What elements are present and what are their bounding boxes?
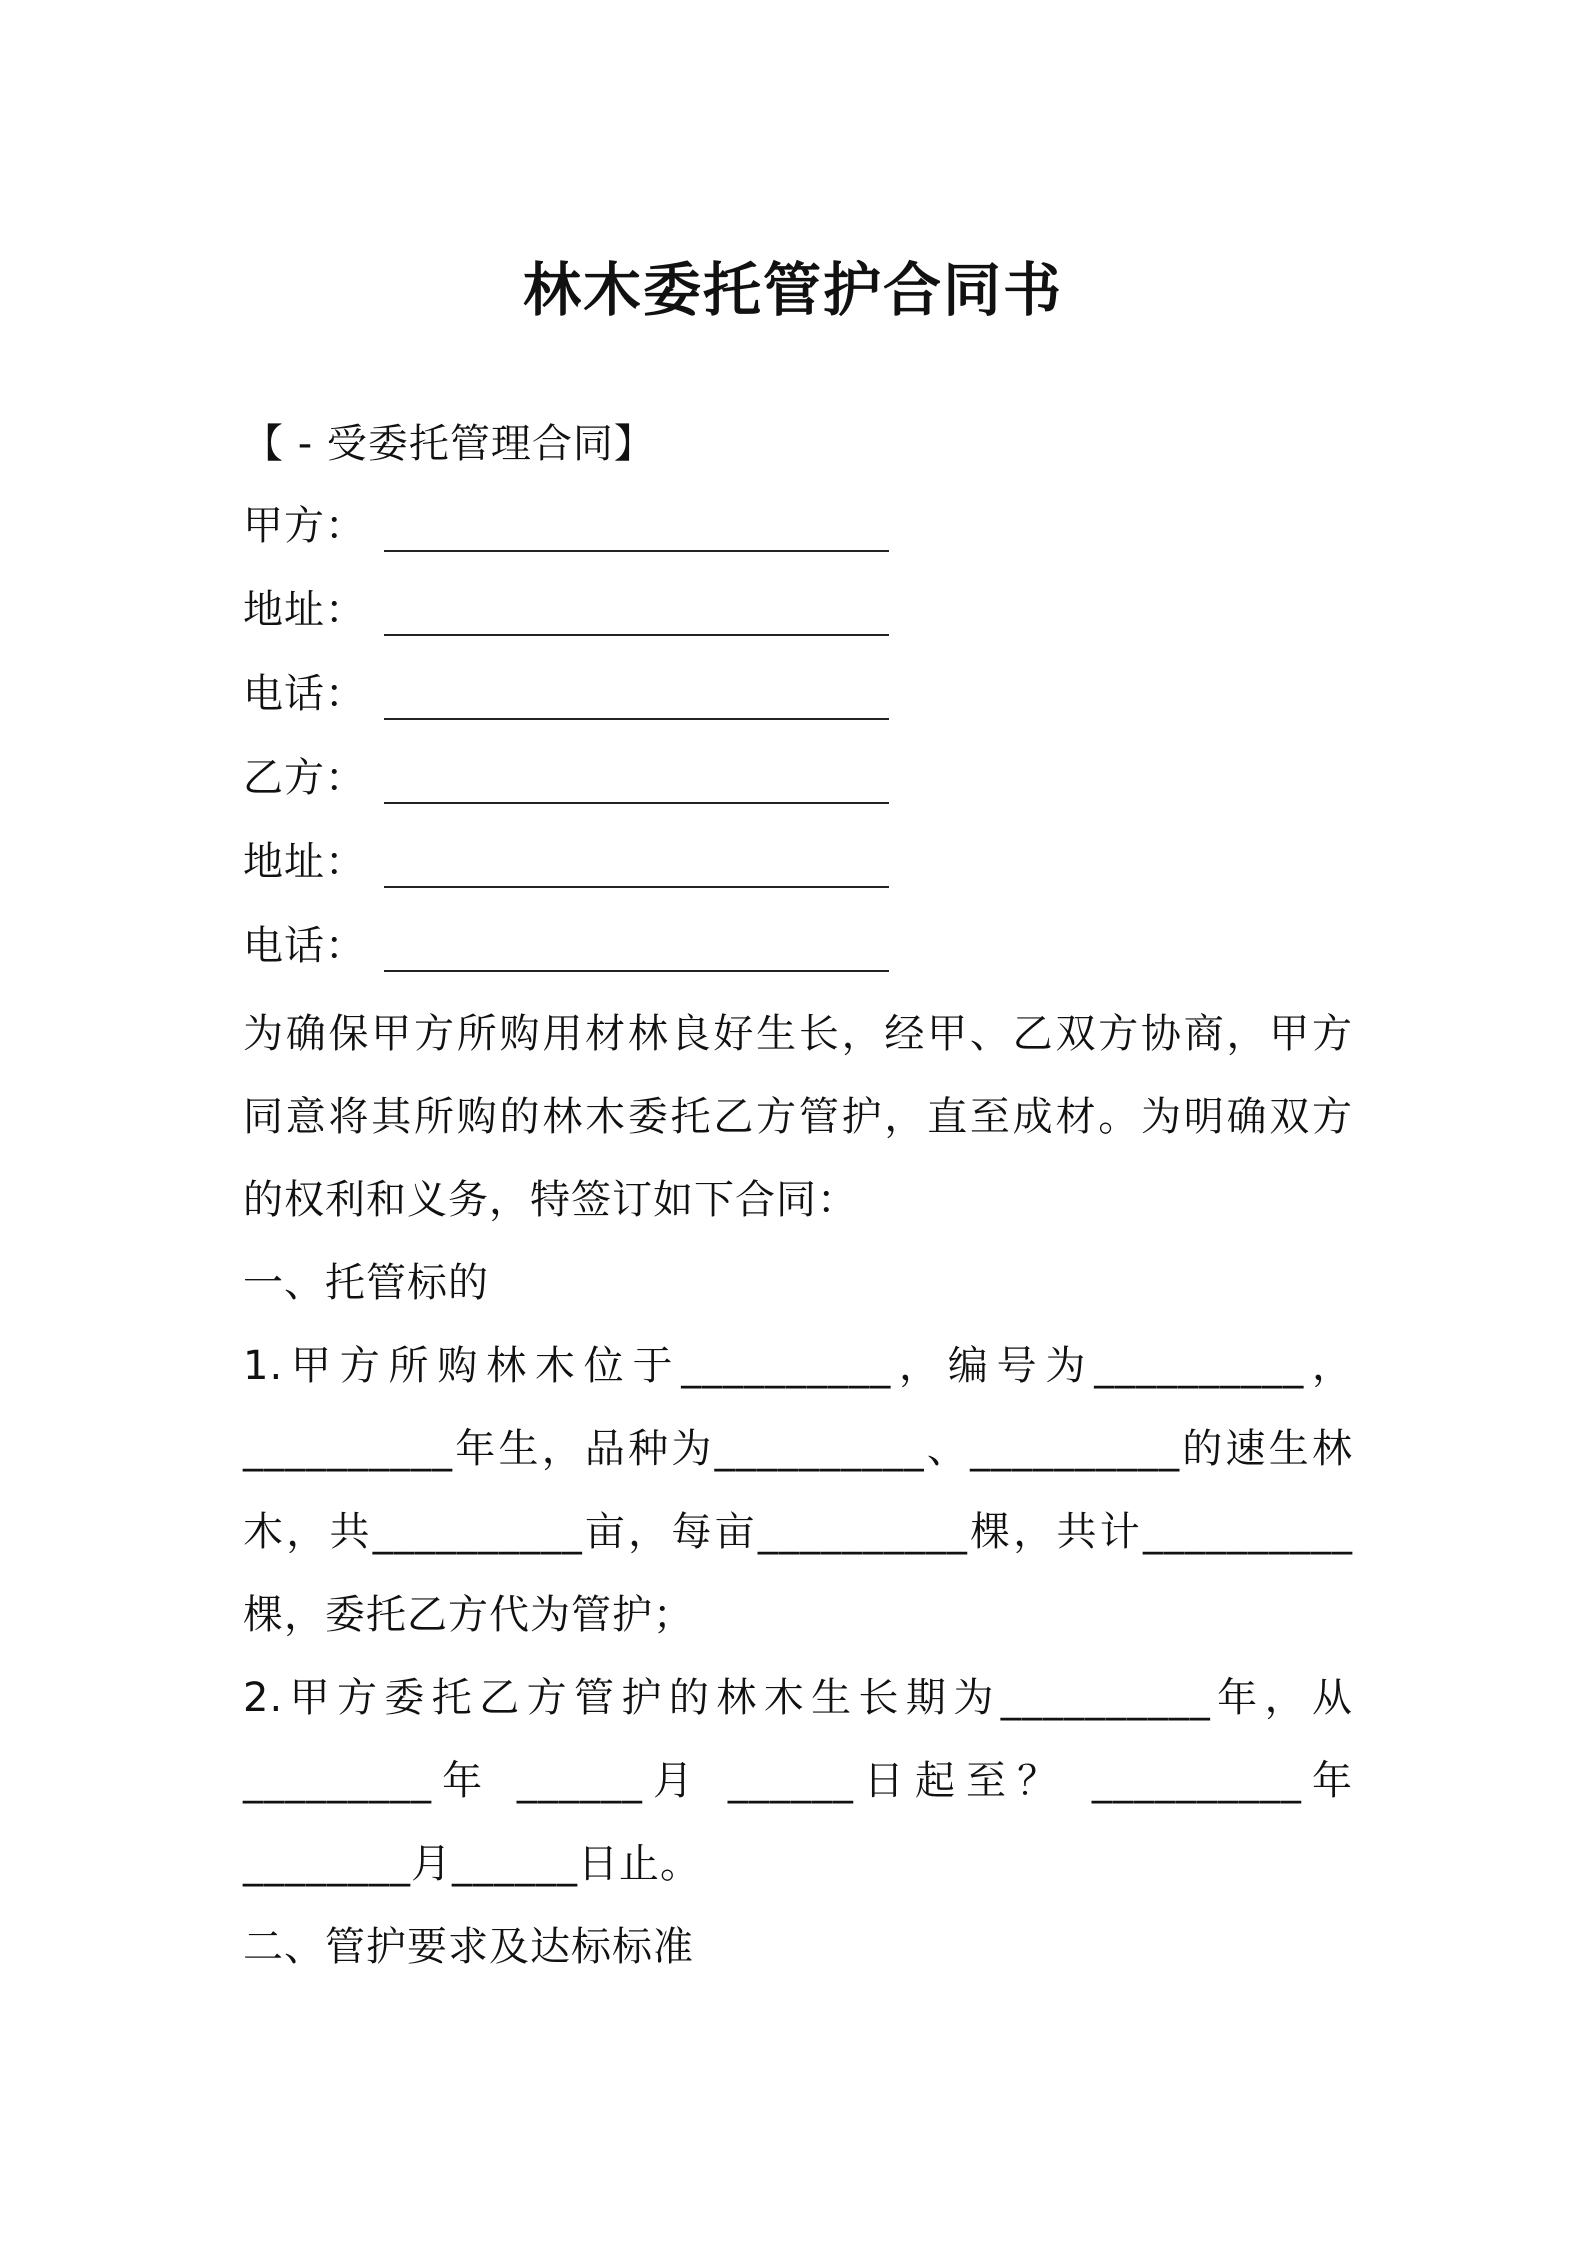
clause-1-line-3: 木，共__________亩，每亩__________棵，共计__________	[243, 1509, 1353, 1555]
party-a-phone-row	[243, 668, 889, 720]
clause-2-line-2: _________年 ______月 ______日起至？ __________年	[243, 1758, 1353, 1804]
party-b-address-blank	[384, 842, 889, 888]
party-a-name-blank	[384, 506, 889, 552]
clause-2-line-3: ________月______日止。	[243, 1841, 701, 1887]
document-title: 林木委托管护合同书	[522, 256, 1063, 324]
party-a-name-row	[243, 500, 889, 552]
party-a-address-row	[243, 584, 889, 636]
party-b-phone-label: 电话：	[243, 923, 366, 969]
document-subtitle: 【 - 受委托管理合同】	[243, 421, 655, 467]
party-b-phone-row	[243, 920, 889, 972]
party-b-name-row	[243, 752, 889, 804]
party-a-phone-blank	[384, 674, 889, 720]
party-a-address-blank	[384, 590, 889, 636]
clause-2-line-1: 2.甲方委托乙方管护的林木生长期为__________年，从	[243, 1675, 1353, 1721]
party-a-address-label: 地址：	[243, 587, 366, 633]
preamble-line-1: 为确保甲方所购用材林良好生长，经甲、乙双方协商，甲方	[243, 1011, 1353, 1057]
section-1-heading: 一、托管标的	[243, 1260, 489, 1306]
preamble-line-3: 的权利和义务，特签订如下合同：	[243, 1177, 858, 1223]
party-a-name-label: 甲方：	[243, 503, 366, 549]
party-a-phone-label: 电话：	[243, 671, 366, 717]
clause-1-line-4: 棵，委托乙方代为管护；	[243, 1592, 694, 1638]
party-b-address-label: 地址：	[243, 839, 366, 885]
clause-1-line-1: 1.甲方所购林木位于__________，编号为__________，	[243, 1343, 1353, 1389]
party-b-address-row	[243, 836, 889, 888]
party-b-name-label: 乙方：	[243, 755, 366, 801]
section-2-heading: 二、管护要求及达标标准	[243, 1924, 694, 1970]
party-b-name-blank	[384, 758, 889, 804]
party-b-phone-blank	[384, 926, 889, 972]
preamble-line-2: 同意将其所购的林木委托乙方管护，直至成材。为明确双方	[243, 1094, 1353, 1140]
clause-1-line-2: __________年生，品种为__________、__________的速生林	[243, 1426, 1353, 1472]
